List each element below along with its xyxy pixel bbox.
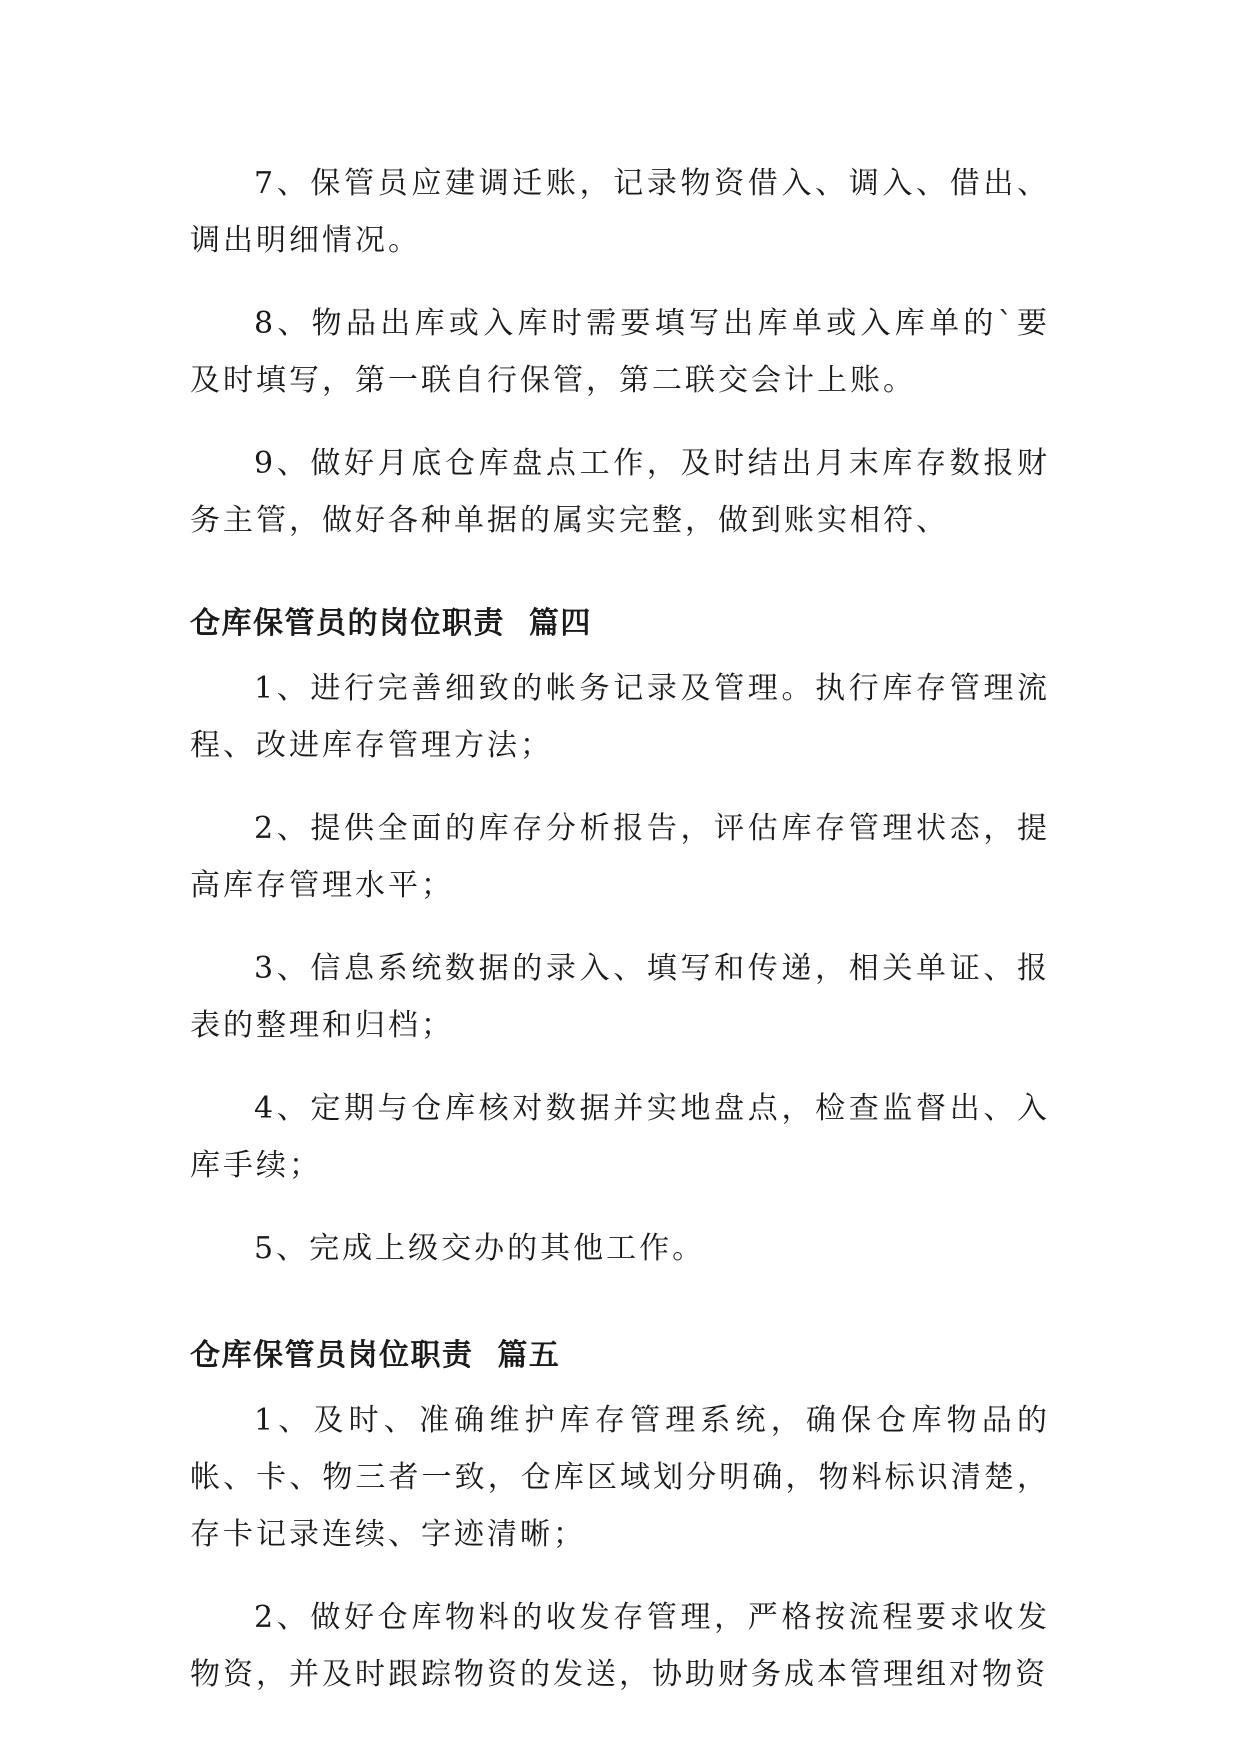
- section-5: [190, 1327, 1050, 1703]
- section-4-paragraph-1: 1、进行完善细致的帐务记录及管理。执行库存管理流程、改进库存管理方法；: [190, 671, 1050, 763]
- section-5-heading: 仓库保管员岗位职责 篇五: [190, 1338, 561, 1373]
- section-4-paragraph-4: 4、定期与仓库核对数据并实地盘点，检查监督出、入库手续；: [190, 1091, 1050, 1183]
- section-4-heading: 仓库保管员的岗位职责 篇四: [190, 606, 592, 641]
- section-4-paragraph-3: 3、信息系统数据的录入、填写和传递，相关单证、报表的整理和归档；: [190, 951, 1050, 1043]
- intro-section: [190, 155, 1050, 549]
- document-body: [190, 155, 1050, 1729]
- paragraph-item-9: 9、做好月底仓库盘点工作，及时结出月末库存数报财务主管，做好各种单据的属实完整，做到账实相符、: [190, 446, 1050, 538]
- section-4-paragraph-2: 2、提供全面的库存分析报告，评估库存管理状态，提高库存管理水平；: [190, 811, 1050, 903]
- section-4: [190, 595, 1050, 1277]
- paragraph-item-7: 7、保管员应建调迁账，记录物资借入、调入、借出、调出明细情况。: [190, 166, 1050, 258]
- paragraph-item-8: 8、物品出库或入库时需要填写出库单或入库单的`要及时填写，第一联自行保管，第二联交会计上账。: [190, 306, 1050, 398]
- section-5-paragraph-2: 2、做好仓库物料的收发存管理，严格按流程要求收发物资，并及时跟踪物资的发送，协助财务成本管理组对物资: [190, 1600, 1050, 1692]
- section-4-paragraph-5: 5、完成上级交办的其他工作。: [254, 1231, 706, 1266]
- section-5-paragraph-1: 1、及时、准确维护库存管理系统，确保仓库物品的帐、卡、物三者一致，仓库区域划分明确，物料标识清楚，存卡记录连续、字迹清晰；: [190, 1403, 1050, 1552]
